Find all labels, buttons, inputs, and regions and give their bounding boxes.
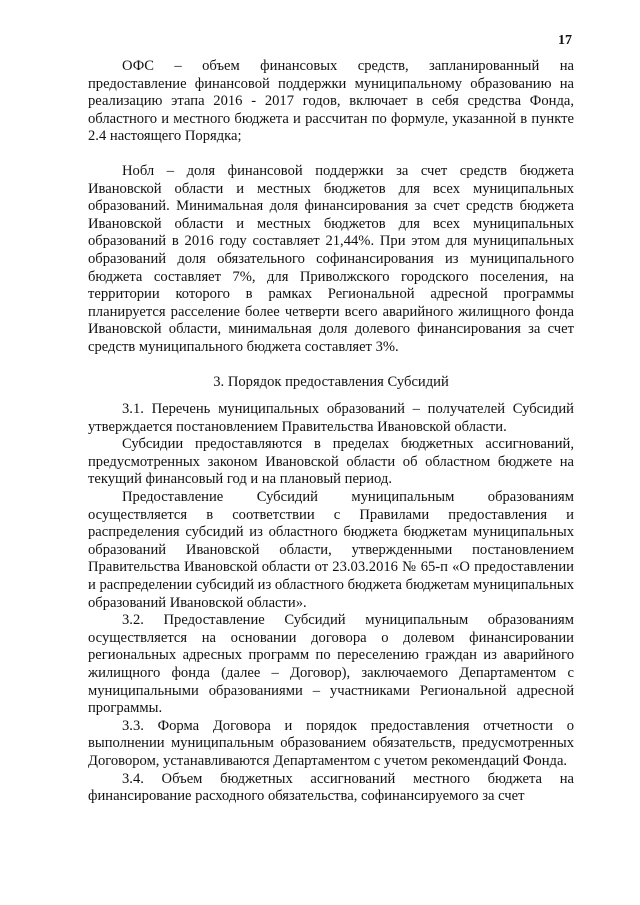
paragraph-gap [88, 357, 574, 374]
paragraph-gap [88, 146, 574, 163]
definition-ofs: ОФС – объем финансовых средств, запланированный на предоставление финансовой поддержки муниципальному образованию на реализацию этапа 2016 - 2017 годов, включает в себя средства Фонда, областного и местного бюджета и рассчитан по формуле, указанной в пункте 2.4 настоящего Порядка; [88, 58, 574, 145]
paragraph-3-2: 3.2. Предоставление Субсидий муниципальным образованиям осуществляется на основании договора о долевом финансировании региональных адресных программ по переселению граждан из аварийного жилищного фонда (далее – Договор), заключаемого Департаментом с муниципальными образованиями – участниками Региональной адресной программы. [88, 612, 574, 717]
document-body [88, 58, 574, 806]
paragraph-3-1: 3.1. Перечень муниципальных образований – получателей Субсидий утверждается постановлением Правительства Ивановской области. [88, 401, 574, 435]
paragraph-subsidies-rules: Предоставление Субсидий муниципальным образованиям осуществляется в соответствии с Правилами предоставления и распределения субсидий из областного бюджета бюджетам муниципальных образований Ивановской области, утвержденными постановлением Правительства Ивановской области от 23.03.2016 № 65-п «О предоставлении и распределении субсидий из областного бюджета бюджетам муниципальных образований Ивановской области». [88, 489, 574, 611]
paragraph-3-3: 3.3. Форма Договора и порядок предоставления отчетности о выполнении муниципальным образованием обязательств, предусмотренных Договором, устанавливаются Департаментом с учетом рекомендаций Фонда. [88, 717, 574, 769]
paragraph-3-4: 3.4. Объем бюджетных ассигнований местного бюджета на финансирование расходного обязательства, софинансируемого за счет [88, 770, 574, 805]
paragraph-subsidies-limits: Субсидии предоставляются в пределах бюджетных ассигнований, предусмотренных законом Ивановской области об областном бюджете на текущий финансовый год и на плановый период. [88, 436, 574, 488]
definition-nobl: Нобл – доля финансовой поддержки за счет средств бюджета Ивановской области и местных бюджетов для всех муниципальных образований. Минимальная доля финансирования за счет средств бюджета Ивановской области и местных бюджетов для всех муниципальных образований в 2016 году составляет 21,44%. При этом для муниципальных образований доля обязательного софинансирования из муниципального бюджета составляет 7%, для Приволжского городского поселения, на территории которого в рамках Региональной адресной программы планируется расселение более четверти всего аварийного жилищного фонда Ивановской области, минимальная доля долевого финансирования за счет средств муниципального бюджета составляет 3%. [88, 162, 574, 355]
page-number: 17 [558, 33, 572, 48]
section-title: 3. Порядок предоставления Субсидий [213, 373, 449, 390]
